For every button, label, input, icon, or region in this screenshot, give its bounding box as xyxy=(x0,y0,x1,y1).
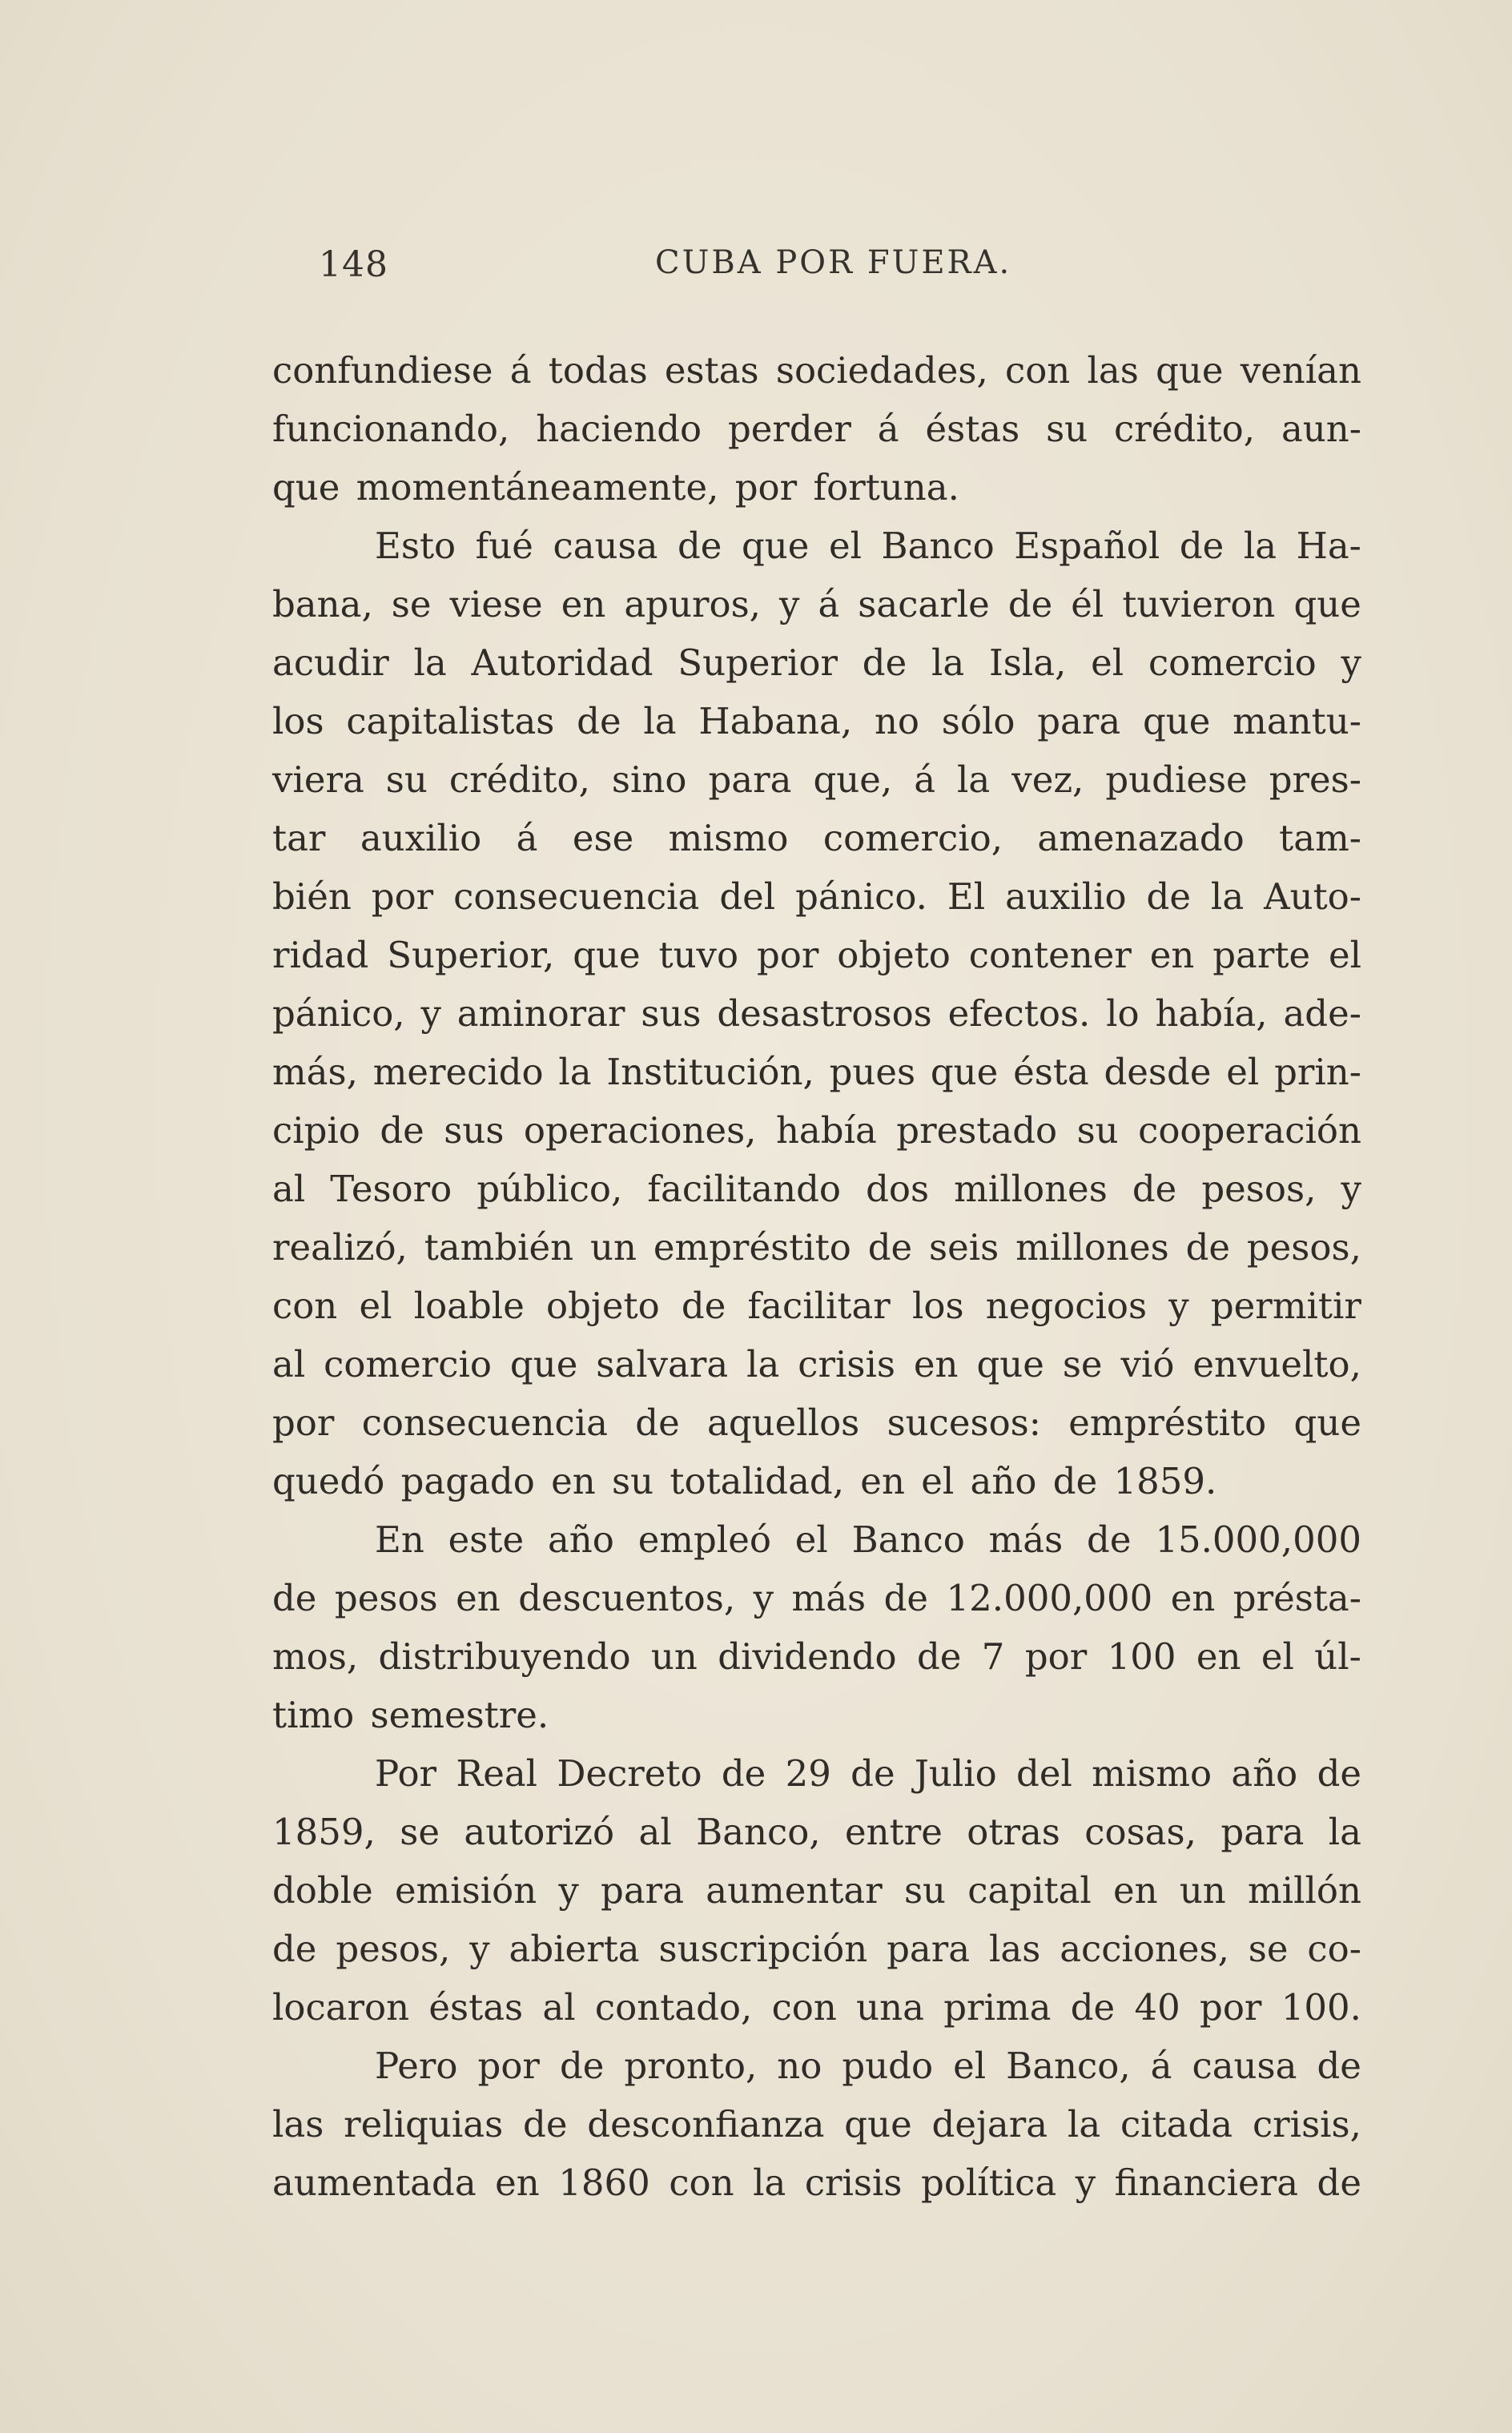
text-line: locaron éstas al contado, con una prima de 40 por 100. xyxy=(272,1986,1361,2029)
text-line: cipio de sus operaciones, había prestado su cooperación xyxy=(272,1109,1361,1152)
text-line: viera su crédito, sino para que, á la vez, pudiese pres- xyxy=(272,758,1361,801)
text-line: de pesos en descuentos, y más de 12.000,000 en présta- xyxy=(272,1577,1361,1619)
text-line: los capitalistas de la Habana, no sólo para que mantu- xyxy=(272,700,1361,742)
text-line: al Tesoro público, facilitando dos millones de pesos, y xyxy=(272,1168,1361,1210)
text-line: de pesos, y abierta suscripción para las acciones, se co- xyxy=(272,1928,1361,1970)
text-line: acudir la Autoridad Superior de la Isla, el comercio y xyxy=(272,641,1361,684)
text-line: aumentada en 1860 con la crisis política y financiera de xyxy=(272,2162,1361,2204)
running-title: CUBA POR FUERA. xyxy=(655,244,1012,281)
text-line: mos, distribuyendo un dividendo de 7 por 100 en el úl- xyxy=(272,1635,1361,1678)
text-line: Pero por de pronto, no pudo el Banco, á causa de xyxy=(375,2045,1361,2087)
body-text xyxy=(272,341,1361,2212)
text-line: Por Real Decreto de 29 de Julio del mismo año de xyxy=(375,1752,1361,1795)
text-line: las reliquias de desconfianza que dejara la citada crisis, xyxy=(272,2103,1361,2145)
text-line: doble emisión y para aumentar su capital en un millón xyxy=(272,1869,1361,1912)
page-header xyxy=(0,244,1512,308)
text-line: En este año empleó el Banco más de 15.000,000 xyxy=(375,1518,1361,1561)
text-line: más, merecido la Institución, pues que ésta desde el prin- xyxy=(272,1051,1361,1093)
text-line: que momentáneamente, por fortuna. xyxy=(272,466,959,509)
page-number: 148 xyxy=(319,244,388,285)
text-line: con el loable objeto de facilitar los negocios y permitir xyxy=(272,1285,1361,1327)
text-line: confundiese á todas estas sociedades, con las que venían xyxy=(272,349,1361,392)
text-line: 1859, se autorizó al Banco, entre otras cosas, para la xyxy=(272,1811,1361,1853)
text-line: tar auxilio á ese mismo comercio, amenazado tam- xyxy=(272,817,1361,859)
text-line: al comercio que salvara la crisis en que se vió envuelto, xyxy=(272,1343,1361,1385)
text-line: realizó, también un empréstito de seis millones de pesos, xyxy=(272,1226,1361,1269)
text-line: quedó pagado en su totalidad, en el año de 1859. xyxy=(272,1460,1217,1502)
text-line: por consecuencia de aquellos sucesos: empréstito que xyxy=(272,1401,1361,1444)
text-line: timo semestre. xyxy=(272,1694,549,1736)
text-line: bién por consecuencia del pánico. El auxilio de la Auto- xyxy=(272,875,1361,918)
text-line: pánico, y aminorar sus desastrosos efectos. lo había, ade- xyxy=(272,992,1361,1035)
text-line: Esto fué causa de que el Banco Español de la Ha- xyxy=(375,525,1361,567)
text-line: funcionando, haciendo perder á éstas su crédito, aun- xyxy=(272,408,1361,450)
text-line: ridad Superior, que tuvo por objeto contener en parte el xyxy=(272,934,1361,976)
text-line: bana, se viese en apuros, y á sacarle de él tuvieron que xyxy=(272,583,1361,625)
